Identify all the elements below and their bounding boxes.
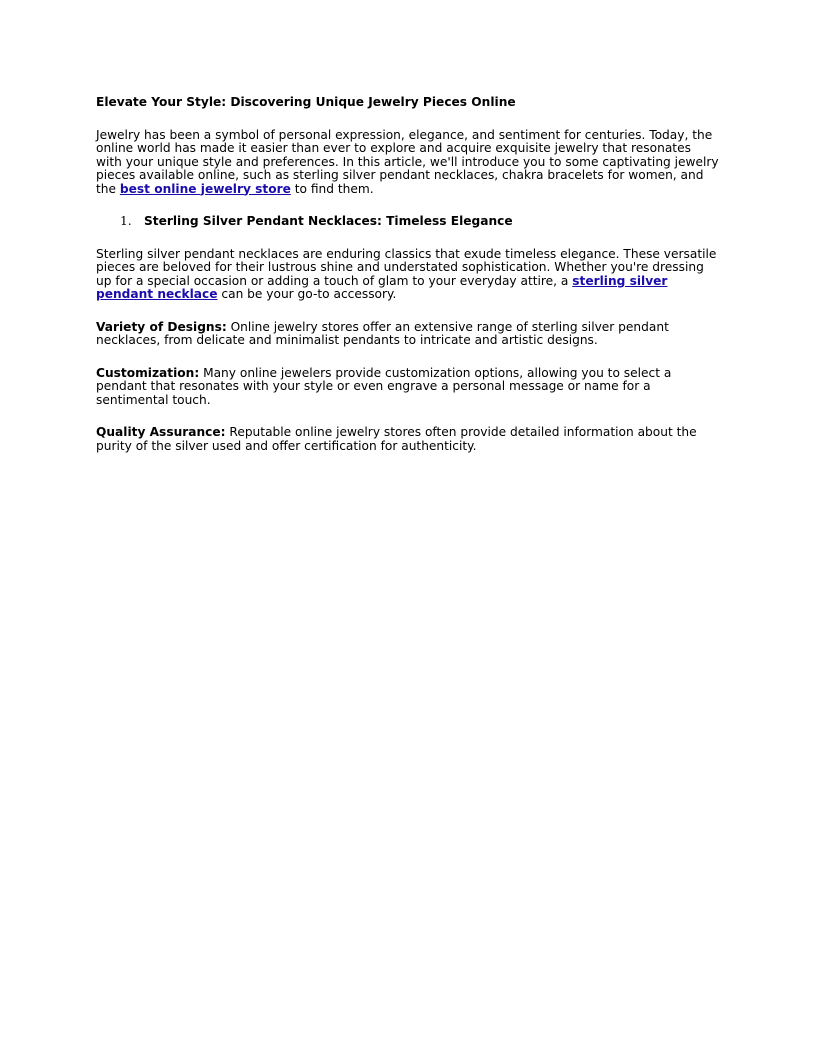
- best-online-jewelry-store-link[interactable]: best online jewelry store: [119, 181, 291, 196]
- intro-paragraph: [96, 129, 720, 197]
- list-item: [96, 215, 720, 229]
- point-customization: [96, 367, 720, 408]
- point-label: Customization:: [96, 365, 200, 380]
- point-text: Online jewelry stores offer an extensive range of sterling silver pendant necklaces, from delicate and minimalist pendants to intricate and artistic designs.: [96, 319, 669, 347]
- list-item-number: 1.: [120, 214, 132, 228]
- point-quality-assurance: [96, 426, 720, 453]
- section-paragraph: [96, 248, 720, 302]
- numbered-list: [96, 215, 720, 229]
- point-label: Variety of Designs:: [96, 319, 227, 334]
- point-label: Quality Assurance:: [96, 425, 226, 439]
- section-text-after: can be your go-to accessory.: [217, 287, 397, 301]
- document-title: Elevate Your Style: Discovering Unique Jewelry Pieces Online: [96, 95, 516, 109]
- point-variety-of-designs: [96, 321, 720, 348]
- point-text: Reputable online jewelry stores often provide detailed information about the purity of the silver used and offer certification for authenticity.: [96, 425, 697, 453]
- section-text-before: Sterling silver pendant necklaces are enduring classics that exude timeless elegance. These versatile pieces are beloved for their lustrous shine and understated sophistication. Whether you're dressing up for a special occasion or adding a touch of glam to your everyday attire, a: [96, 246, 717, 288]
- intro-text-before: Jewelry has been a symbol of personal expression, elegance, and sentiment for centuries. Today, the online world has made it easier than ever to explore and acquire exquisite jewelry that resonates with your unique style and preferences. In this article, we'll introduce you to some captivating jewelry pieces available online, such as sterling silver pendant necklaces, chakra bracelets for women, and the: [96, 127, 719, 196]
- point-text: Many online jewelers provide customization options, allowing you to select a pendant that resonates with your style or even engrave a personal message or name for a sentimental touch.: [96, 365, 672, 407]
- intro-text-after: to find them.: [290, 181, 374, 196]
- section-heading: Sterling Silver Pendant Necklaces: Timeless Elegance: [144, 214, 513, 228]
- document-page: [96, 96, 720, 472]
- sterling-silver-pendant-necklace-link[interactable]: sterling silver pendant necklace: [96, 273, 668, 301]
